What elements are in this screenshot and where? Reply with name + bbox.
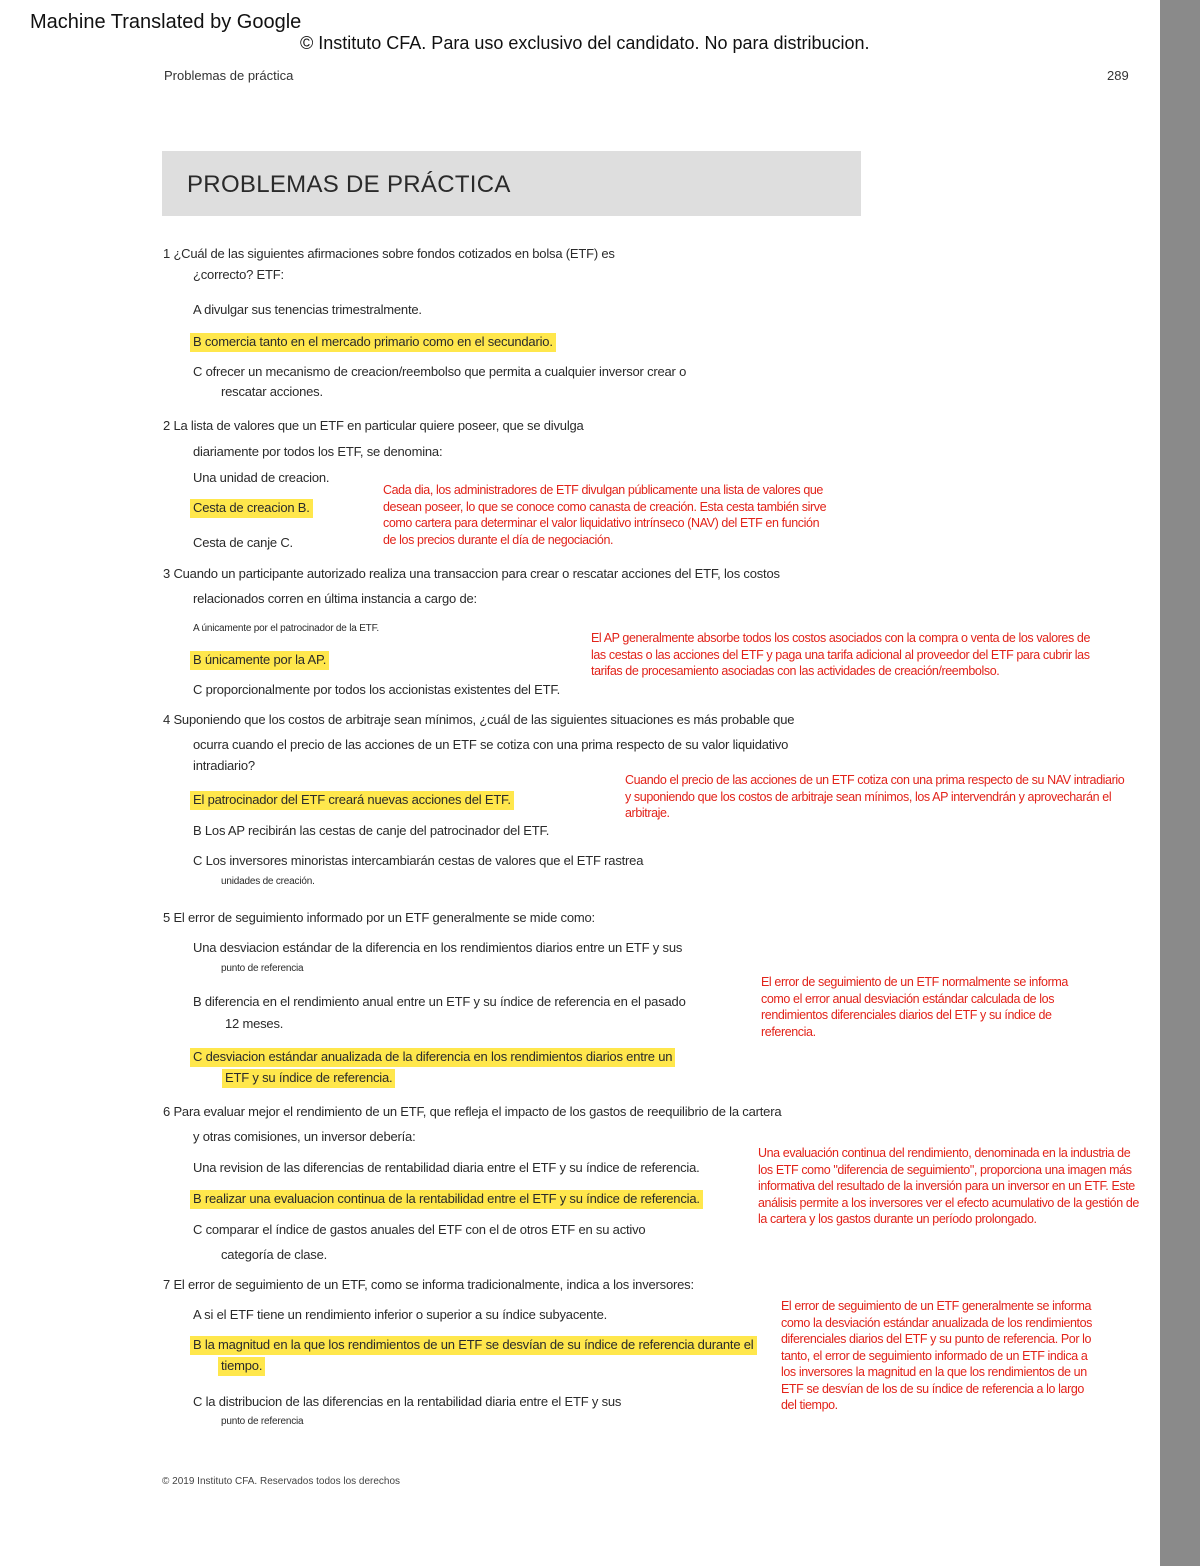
question-2-option-a: Una unidad de creacion. [193, 470, 330, 485]
footer-copyright: © 2019 Instituto CFA. Reservados todos los derechos [162, 1476, 401, 1487]
question-7-option-b-cont [221, 1358, 265, 1373]
highlighted-answer: B comercia tanto en el mercado primario como en el secundario. [190, 333, 556, 352]
question-4-annotation: Cuando el precio de las acciones de un ETF cotiza con una prima respecto de su NAV intradiario y suponiendo que los costos de arbitraje sean mínimos, los AP intervendrán y aprovecharán el arbitraje. [625, 773, 1125, 820]
question-7-stem: 7 El error de seguimiento de un ETF, como se informa tradicionalmente, indica a los inversores: [163, 1277, 694, 1292]
question-2-stem: 2 La lista de valores que un ETF en particular quiere poseer, que se divulga [163, 418, 584, 433]
highlighted-answer: B realizar una evaluacion continua de la rentabilidad entre el ETF y su índice de referencia. [190, 1190, 703, 1209]
question-5-option-c [193, 1049, 675, 1064]
question-5-option-a: Una desviacion estándar de la diferencia en los rendimientos diarios entre un ETF y sus [193, 940, 683, 955]
question-4-stem: 4 Suponiendo que los costos de arbitraje sean mínimos, ¿cuál de las siguientes situaciones es más probable que [163, 712, 795, 727]
highlighted-answer: C desviacion estándar anualizada de la diferencia en los rendimientos diarios entre un [190, 1048, 675, 1067]
section-title: PROBLEMAS DE PRÁCTICA [187, 171, 511, 198]
question-7-annotation: El error de seguimiento de un ETF generalmente se informa como la desviación estándar anualizada de los rendimientos diferenciales diarios del ETF y su punto de referencia. Por lo tanto, el error de seguimiento informado de un ETF indica a los inversores la magnitud en la que los rendimientos de un ETF se desvían de los de su índice de referencia a lo largo del tiempo. [781, 1299, 1093, 1412]
question-3-option-b [193, 652, 329, 667]
question-6-annotation: Una evaluación continua del rendimiento, denominada en la industria de los ETF como "diferencia de seguimiento", proporciona una imagen más informativa del resultado de la inversión para un inversor en un ETF. Este análisis permite a los inversores ver el efecto acumulativo de la gestión de la cartera y los gastos durante un período prolongado. [758, 1146, 1139, 1226]
question-1-stem: 1 ¿Cuál de las siguientes afirmaciones sobre fondos cotizados en bolsa (ETF) es [163, 246, 615, 261]
highlighted-answer: B únicamente por la AP. [190, 651, 329, 670]
question-6-option-b [193, 1191, 703, 1206]
question-4-option-b: B Los AP recibirán las cestas de canje del patrocinador del ETF. [193, 823, 550, 838]
question-1-option-c: C ofrecer un mecanismo de creacion/reembolso que permita a cualquier inversor crear o [193, 364, 687, 379]
question-3-option-c: C proporcionalmente por todos los accionistas existentes del ETF. [193, 682, 561, 697]
question-5-option-a-cont: punto de referencia [221, 963, 304, 974]
question-7-option-c-cont: punto de referencia [221, 1416, 304, 1427]
question-1-option-c-cont: rescatar acciones. [221, 384, 323, 399]
question-1-stem-cont: ¿correcto? ETF: [193, 267, 284, 282]
highlighted-answer: Cesta de creacion B. [190, 499, 313, 518]
highlighted-answer: B la magnitud en la que los rendimientos de un ETF se desvían de su índice de referencia durante el [190, 1336, 757, 1355]
question-1-option-b [193, 334, 556, 349]
question-3-stem: 3 Cuando un participante autorizado realiza una transaccion para crear o rescatar acciones del ETF, los costos [163, 566, 780, 581]
question-4-option-c-cont: unidades de creación. [221, 876, 315, 887]
question-5-option-b-cont: 12 meses. [225, 1016, 284, 1031]
question-3-stem-cont: relacionados corren en última instancia a cargo de: [193, 591, 477, 606]
question-6-stem-cont: y otras comisiones, un inversor debería: [193, 1129, 416, 1144]
question-2-option-b [193, 500, 313, 515]
copyright-notice: © Instituto CFA. Para uso exclusivo del candidato. No para distribucion. [300, 33, 870, 53]
highlighted-answer-cont: ETF y su índice de referencia. [222, 1069, 395, 1088]
question-5-option-b: B diferencia en el rendimiento anual entre un ETF y su índice de referencia en el pasado [193, 994, 686, 1009]
question-4-stem-cont-2: intradiario? [193, 758, 255, 773]
section-banner [162, 151, 861, 216]
question-5-annotation: El error de seguimiento de un ETF normalmente se informa como el error anual desviación estándar calculada de los rendimientos diferenciales diarios del ETF y su índice de referencia. [761, 975, 1068, 1039]
question-6-stem: 6 Para evaluar mejor el rendimiento de un ETF, que refleja el impacto de los gastos de reequilibrio de la cartera [163, 1104, 782, 1119]
question-1-option-a: A divulgar sus tenencias trimestralmente. [193, 302, 422, 317]
question-2-annotation: Cada dia, los administradores de ETF divulgan públicamente una lista de valores que desean poseer, lo que se conoce como canasta de creación. Esta cesta también sirve como cartera para determinar el valor liquidativo intrínseco (NAV) del ETF en función de los precios durante el día de negociación. [383, 483, 827, 547]
question-4-option-a [193, 792, 514, 807]
page-number: 289 [1107, 68, 1129, 83]
question-3-annotation: El AP generalmente absorbe todos los costos asociados con la compra o venta de los valores de las cestas o las acciones del ETF y paga una tarifa adicional al proveedor del ETF para cubrir las tarifas de procesamiento asociadas con las actividades de creación/reembolso. [591, 631, 1091, 678]
highlighted-answer-cont: tiempo. [218, 1357, 265, 1376]
question-6-option-c: C comparar el índice de gastos anuales del ETF con el de otros ETF en su activo [193, 1222, 646, 1237]
highlighted-answer: El patrocinador del ETF creará nuevas acciones del ETF. [190, 791, 514, 810]
question-7-option-a: A si el ETF tiene un rendimiento inferior o superior a su índice subyacente. [193, 1307, 608, 1322]
machine-translated-label: Machine Translated by Google [30, 11, 302, 33]
question-6-option-c-cont: categoría de clase. [221, 1247, 328, 1262]
question-6-option-a: Una revision de las diferencias de rentabilidad diaria entre el ETF y su índice de referencia. [193, 1160, 700, 1175]
question-5-stem: 5 El error de seguimiento informado por un ETF generalmente se mide como: [163, 910, 595, 925]
question-7-option-b [193, 1337, 757, 1352]
question-3-option-a: A únicamente por el patrocinador de la ETF. [193, 623, 379, 634]
running-title: Problemas de práctica [164, 68, 294, 83]
page-scrollbar[interactable] [1160, 0, 1200, 1566]
question-2-stem-cont: diariamente por todos los ETF, se denomina: [193, 444, 443, 459]
question-7-option-c: C la distribucion de las diferencias en la rentabilidad diaria entre el ETF y sus [193, 1394, 622, 1409]
question-4-stem-cont: ocurra cuando el precio de las acciones de un ETF se cotiza con una prima respecto de su valor liquidativo [193, 737, 789, 752]
question-2-option-c: Cesta de canje C. [193, 535, 293, 550]
question-4-option-c: C Los inversores minoristas intercambiarán cestas de valores que el ETF rastrea [193, 853, 644, 868]
question-5-option-c-cont [225, 1070, 395, 1085]
